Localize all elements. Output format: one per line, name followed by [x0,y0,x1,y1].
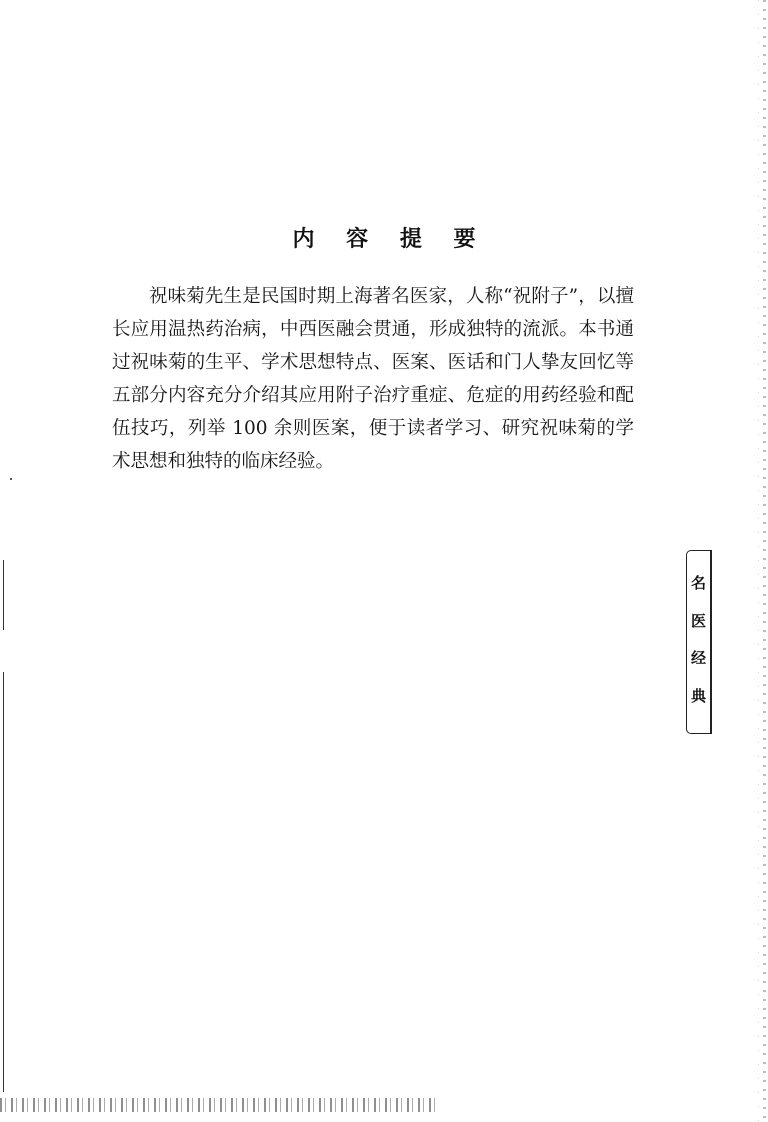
scan-edge-artifact [763,0,766,1122]
scan-edge-artifact-secondary [758,0,759,1122]
side-tab-char-1: 名 [690,574,706,593]
abstract-paragraph: 祝味菊先生是民国时期上海著名医家，人称“祝附子”，以擅长应用温热药治病，中西医融会贯通，形成独特的流派。本书通过祝味菊的生平、学术思想特点、医案、医话和门人挚友回忆等五部分内容充分介绍其应用附子治疗重症、危症的用药经验和配伍技巧，列举 100 余则医案，便于读者学习、研究祝味菊的学术思想和独特的临床经验。 [112,286,634,472]
series-side-tab [686,550,712,734]
side-tab-char-4: 典 [690,686,706,705]
page-title: 内 容 提 要 [292,227,488,252]
side-tab-char-2: 医 [690,611,706,630]
side-tab-char-3: 经 [690,649,706,668]
left-margin-rule-lower [3,672,4,1092]
left-margin-rule-upper [3,560,4,630]
scan-speck [10,478,12,480]
scan-bottom-noise [0,1098,440,1112]
